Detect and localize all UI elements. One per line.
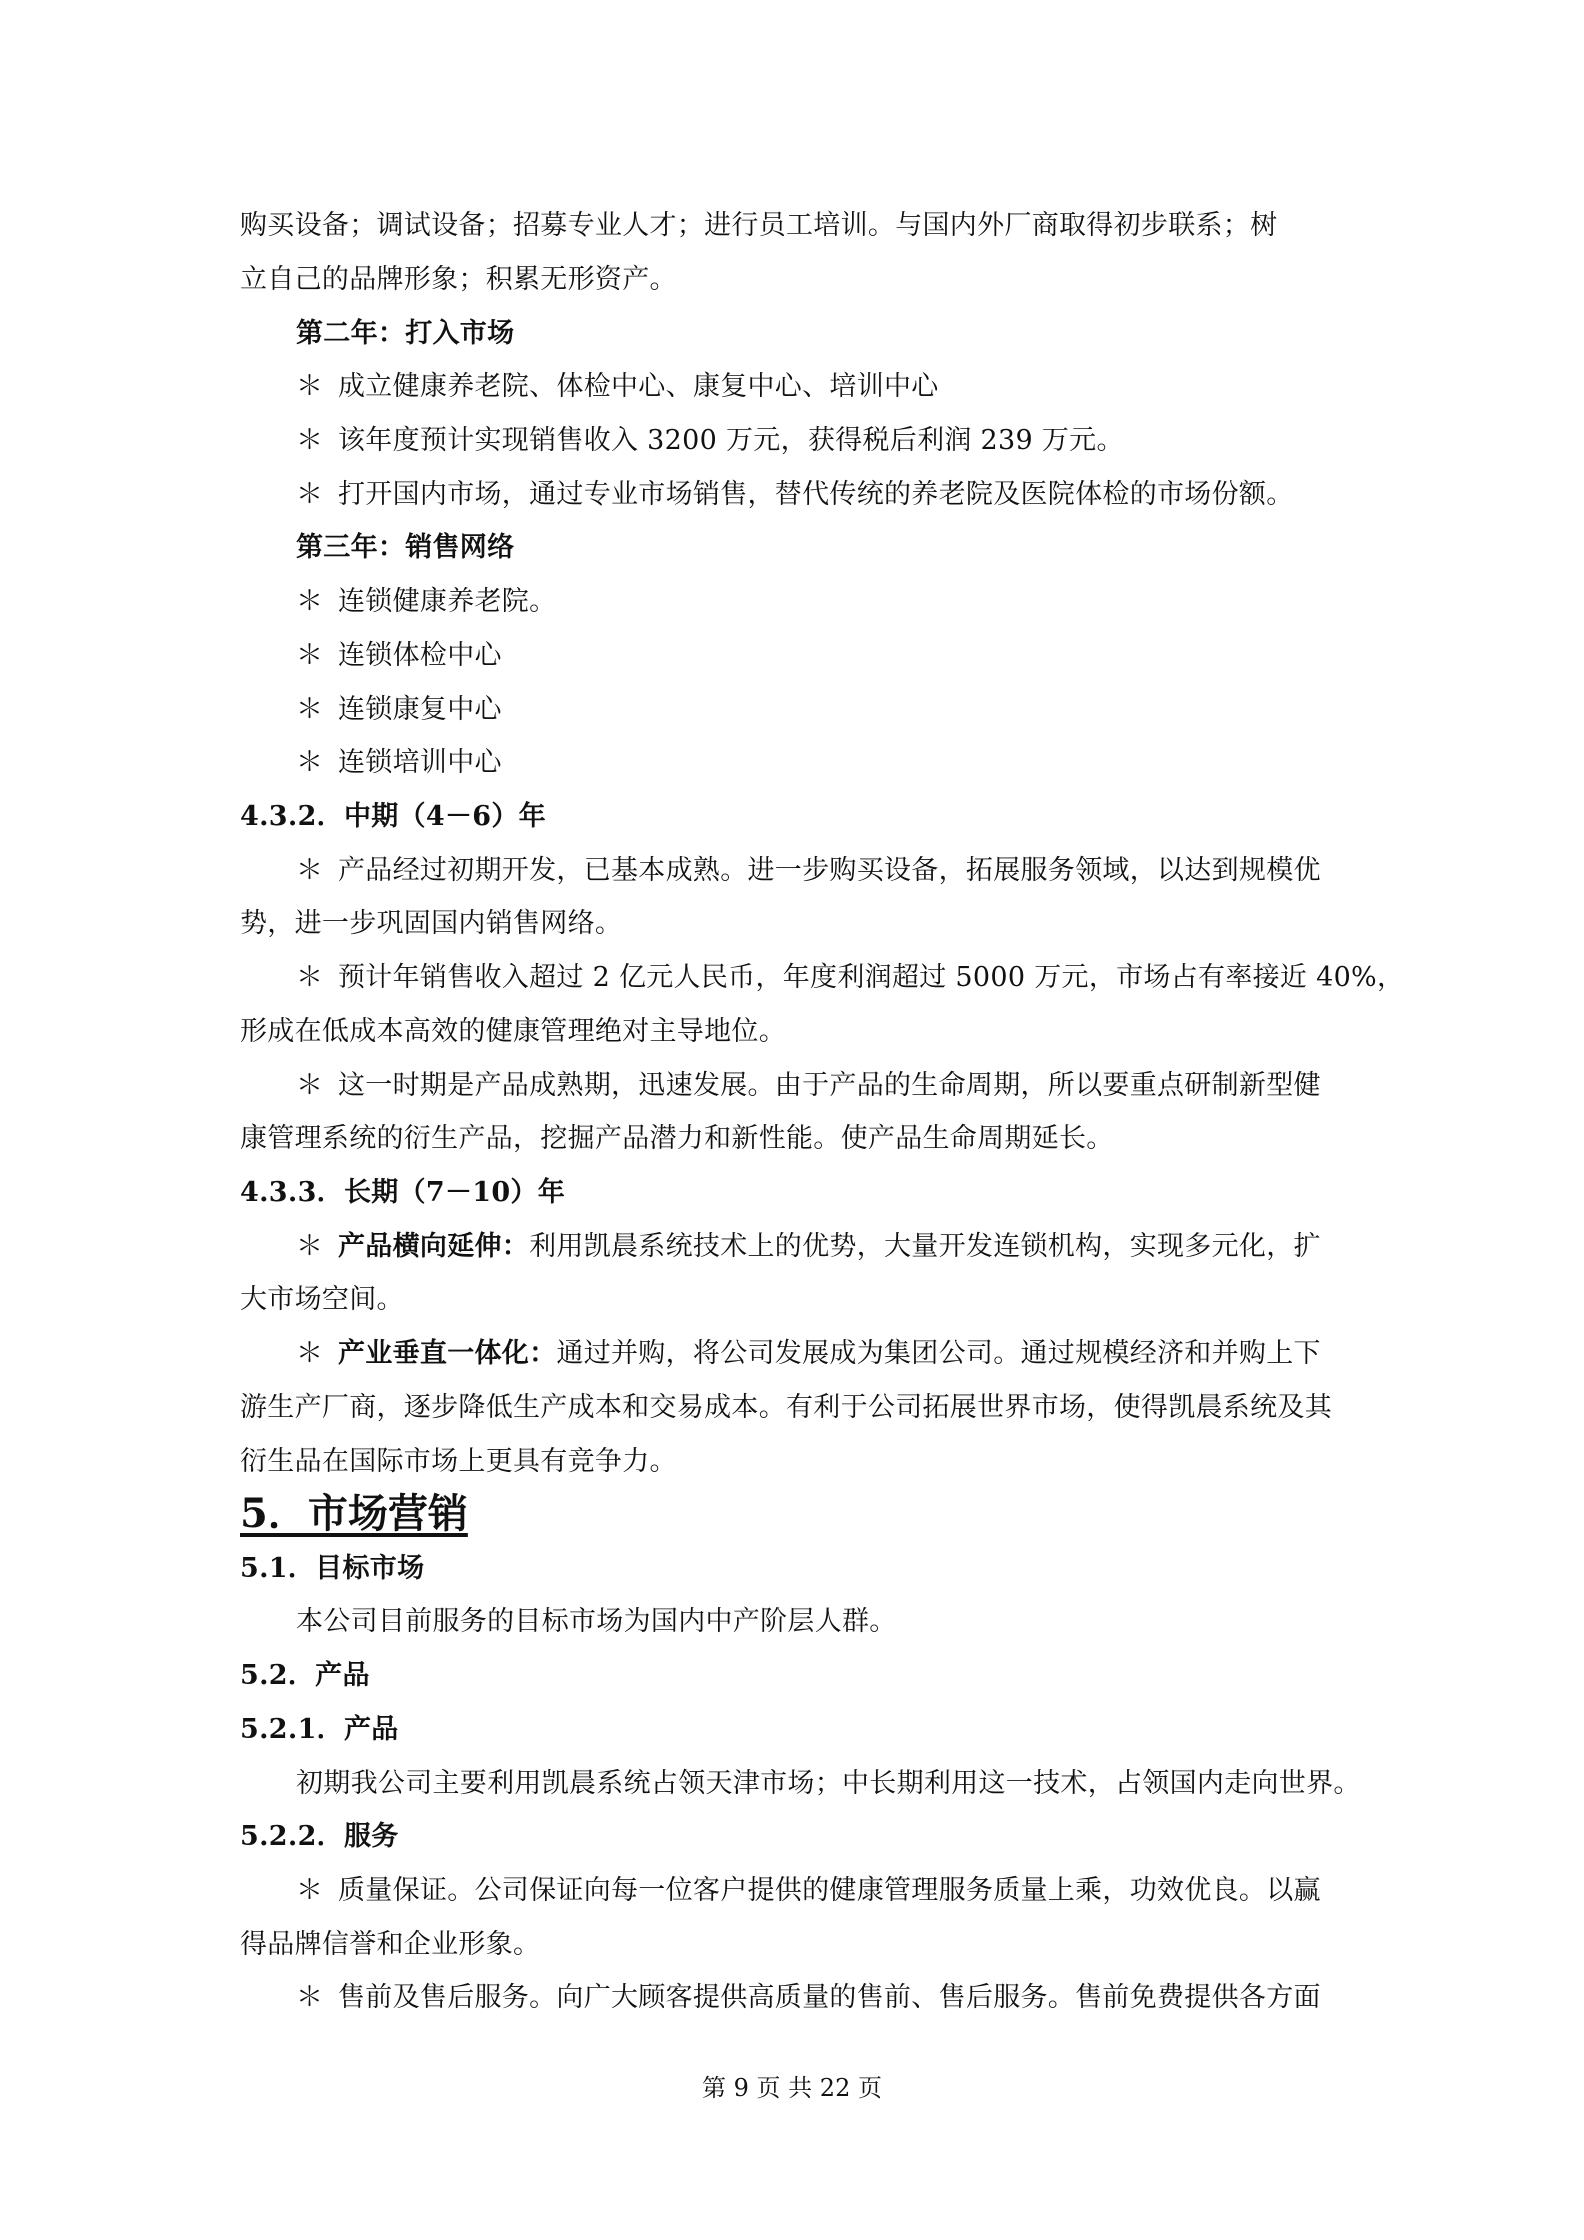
mid-paragraph-text: 这一时期是产品成熟期，迅速发展。由于产品的生命周期，所以要重点研制新型健 (338, 1070, 1321, 1101)
year3-heading: 第三年：销售网络 (296, 532, 515, 563)
bullet-star-icon: ＊ (296, 586, 324, 617)
year3-item-text: 连锁体检中心 (338, 640, 502, 671)
service-paragraph-text: 质量保证。公司保证向每一位客户提供的健康管理服务质量上乘，功效优良。以赢 (338, 1875, 1321, 1906)
long-paragraph-bold: 产业垂直一体化： (338, 1338, 557, 1369)
bullet-star-icon: ＊ (296, 855, 324, 886)
long-paragraph-bold: 产品横向延伸： (338, 1231, 530, 1262)
section-heading-5-2-1: 5.2.1．产品 (240, 1714, 399, 1745)
long-paragraph-cont: 衍生品在国际市场上更具有竞争力。 (240, 1446, 677, 1477)
bullet-star-icon: ＊ (296, 1338, 324, 1369)
year2-item (296, 475, 1350, 515)
mid-paragraph-cont: 形成在低成本高效的健康管理绝对主导地位。 (240, 1016, 786, 1047)
service-paragraph-text: 售前及售后服务。向广大顾客提供高质量的售前、售后服务。售前免费提供各方面 (338, 1982, 1321, 2013)
section-heading-5-1: 5.1．目标市场 (240, 1553, 425, 1584)
section-title-5: 5．市场营销 (240, 1490, 468, 1537)
service-paragraph (296, 1871, 1350, 1911)
bullet-star-icon: ＊ (296, 479, 324, 510)
bullet-star-icon: ＊ (296, 1231, 324, 1262)
section-heading-4-3-2: 4.3.2．中期（4－6）年 (240, 801, 546, 832)
year3-item-text: 连锁健康养老院。 (338, 586, 557, 617)
year2-item (296, 367, 1350, 407)
long-paragraph-cont: 游生产厂商，逐步降低生产成本和交易成本。有利于公司拓展世界市场，使得凯晨系统及其 (240, 1392, 1332, 1423)
bullet-star-icon: ＊ (296, 371, 324, 402)
service-paragraph (296, 1978, 1350, 2018)
long-paragraph-text: 通过并购，将公司发展成为集团公司。通过规模经济和并购上下 (556, 1338, 1321, 1369)
section-heading-4-3-3: 4.3.3．长期（7－10）年 (240, 1177, 566, 1208)
paragraph-line: 立自己的品牌形象；积累无形资产。 (240, 264, 677, 295)
page-footer: 第 9 页 共 22 页 (702, 2074, 882, 2102)
bullet-star-icon: ＊ (296, 1982, 324, 2013)
bullet-star-icon: ＊ (296, 425, 324, 456)
section-heading-5-2-2: 5.2.2．服务 (240, 1821, 399, 1852)
mid-paragraph (296, 851, 1350, 891)
paragraph: 初期我公司主要利用凯晨系统占领天津市场；中长期利用这一技术，占领国内走向世界。 (296, 1768, 1361, 1799)
year2-item-text: 该年度预计实现销售收入 3200 万元，获得税后利润 239 万元。 (338, 425, 1124, 456)
bullet-star-icon: ＊ (296, 1070, 324, 1101)
service-paragraph-cont: 得品牌信誉和企业形象。 (240, 1929, 541, 1960)
mid-paragraph-cont: 势，进一步巩固国内销售网络。 (240, 908, 623, 939)
long-paragraph (296, 1227, 1350, 1267)
year2-heading: 第二年：打入市场 (296, 318, 515, 349)
bullet-star-icon: ＊ (296, 1875, 324, 1906)
year2-item (296, 421, 1350, 461)
year3-item-text: 连锁培训中心 (338, 747, 502, 778)
mid-paragraph (296, 1066, 1350, 1106)
year3-item (296, 743, 1350, 783)
year3-item (296, 636, 1350, 676)
mid-paragraph-text: 预计年销售收入超过 2 亿元人民币，年度利润超过 5000 万元，市场占有率接近 40%， (338, 962, 1405, 993)
mid-paragraph (296, 958, 1405, 998)
year3-item-text: 连锁康复中心 (338, 694, 502, 725)
long-paragraph-text: 利用凯晨系统技术上的优势，大量开发连锁机构，实现多元化，扩 (529, 1231, 1321, 1262)
mid-paragraph-cont: 康管理系统的衍生产品，挖掘产品潜力和新性能。使产品生命周期延长。 (240, 1123, 1114, 1154)
mid-paragraph-text: 产品经过初期开发，已基本成熟。进一步购买设备，拓展服务领域，以达到规模优 (338, 855, 1321, 886)
paragraph: 本公司目前服务的目标市场为国内中产阶层人群。 (296, 1606, 897, 1637)
year2-item-text: 成立健康养老院、体检中心、康复中心、培训中心 (338, 371, 939, 402)
section-heading-5-2: 5.2．产品 (240, 1660, 370, 1691)
bullet-star-icon: ＊ (296, 962, 324, 993)
bullet-star-icon: ＊ (296, 694, 324, 725)
bullet-star-icon: ＊ (296, 640, 324, 671)
year3-item (296, 690, 1350, 730)
long-paragraph (296, 1334, 1350, 1374)
year2-item-text: 打开国内市场，通过专业市场销售，替代传统的养老院及医院体检的市场份额。 (338, 479, 1294, 510)
paragraph-line: 购买设备；调试设备；招募专业人才；进行员工培训。与国内外厂商取得初步联系；树 (240, 210, 1278, 241)
bullet-star-icon: ＊ (296, 747, 324, 778)
year3-item (296, 582, 1350, 622)
long-paragraph-cont: 大市场空间。 (240, 1284, 404, 1315)
